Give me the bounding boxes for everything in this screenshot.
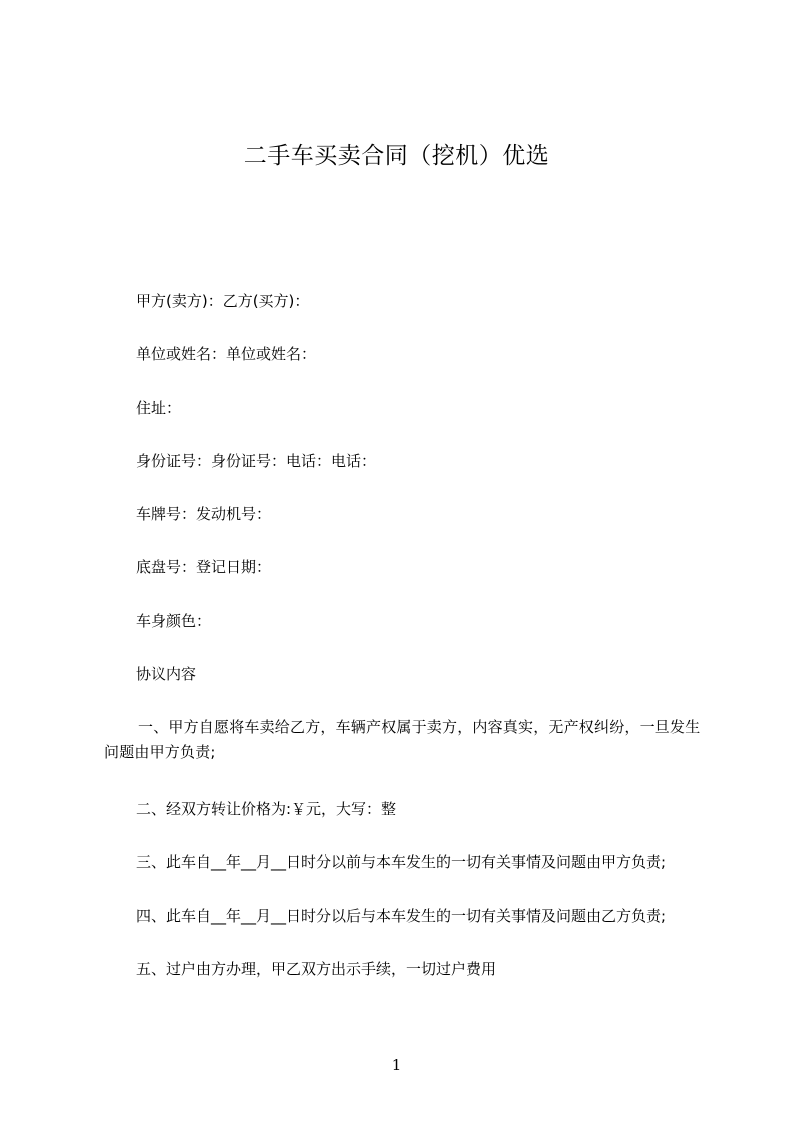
page-number: 1: [391, 1056, 402, 1074]
color-line: 车身颜色：: [136, 612, 212, 630]
id-phone-line: 身份证号：身份证号：电话：电话：: [136, 452, 377, 470]
clause-4: 四、此车自__年__月__日时分以后与本车发生的一切有关事情及问题由乙方负责;: [136, 907, 667, 925]
clause-2: 二、经双方转让价格为:￥元，大写：整: [136, 800, 397, 818]
parties-line: 甲方(卖方)：乙方(买方)：: [136, 292, 310, 310]
clause-3: 三、此车自__年__月__日时分以前与本车发生的一切有关事情及问题由甲方负责;: [136, 853, 667, 871]
clause-1: 一、甲方自愿将车卖给乙方，车辆产权属于卖方，内容真实，无产权纠纷，一旦发生问题由甲方负责;: [104, 718, 701, 761]
section-heading: 协议内容: [136, 665, 197, 683]
plate-engine-line: 车牌号：发动机号：: [136, 505, 272, 523]
document-title: 二手车买卖合同（挖机）优选: [243, 143, 550, 169]
chassis-date-line: 底盘号：登记日期：: [136, 558, 272, 576]
address-line: 住址：: [136, 399, 182, 417]
unit-name-line: 单位或姓名：单位或姓名：: [136, 345, 317, 363]
clause-5: 五、过户由方办理，甲乙双方出示手续，一切过户费用: [136, 960, 497, 978]
